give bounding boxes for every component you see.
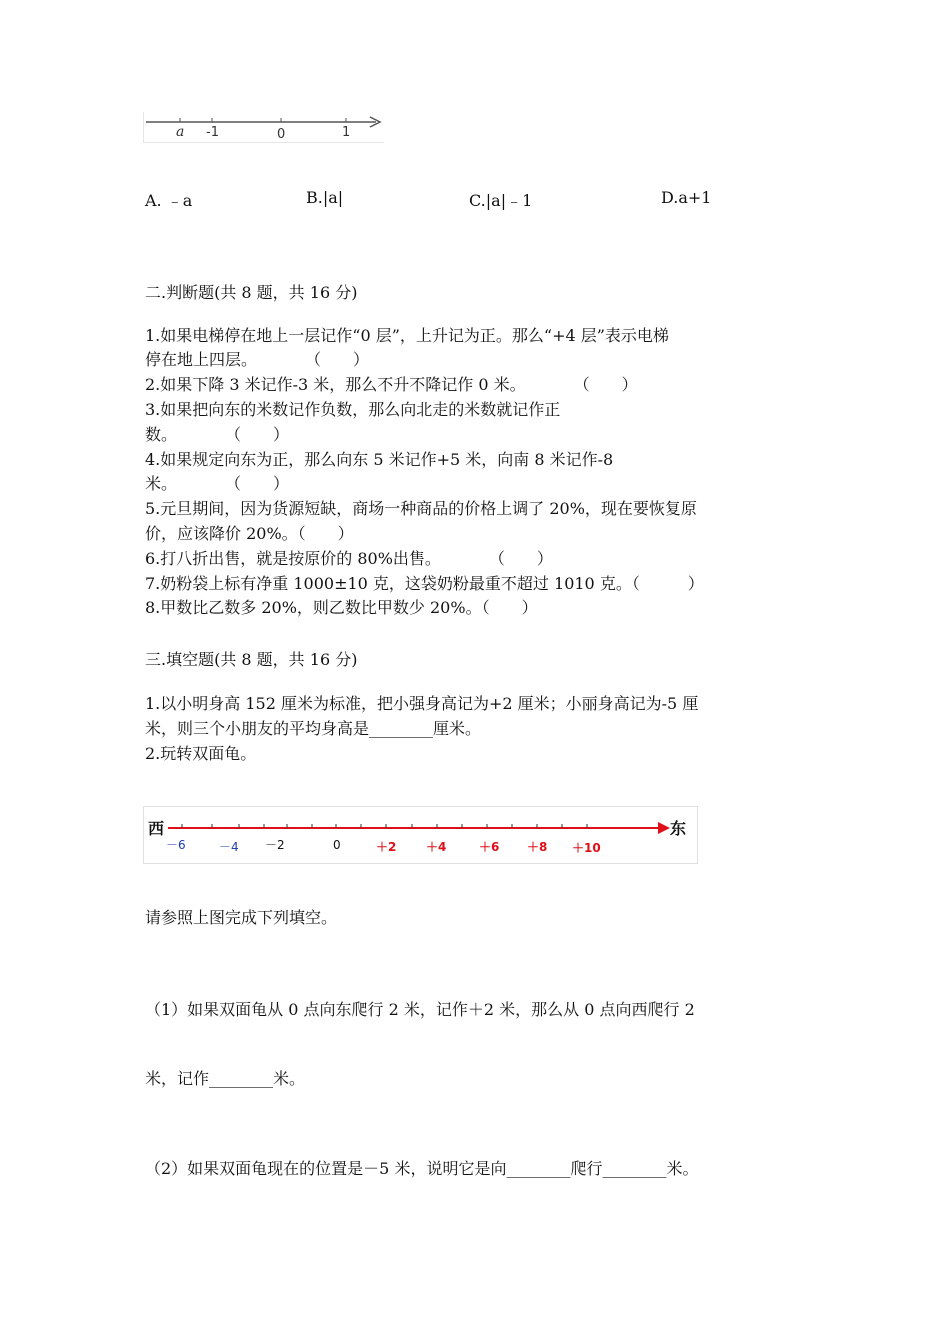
- label-a: a: [176, 124, 185, 140]
- label-pos-8: ＋8: [527, 840, 548, 854]
- west-label: 西: [148, 819, 165, 838]
- label-pos-10: ＋10: [572, 841, 601, 855]
- option-a: A. ﹣a: [145, 191, 193, 210]
- judge-line: 停在地上四层。 （ ）: [145, 350, 370, 369]
- judge-line: 2.如果下降 3 米记作-3 米，那么不升不降记作 0 米。 （ ）: [145, 375, 638, 394]
- question-1-line-1: （1）如果双面龟从 0 点向东爬行 2 米，记作＋2 米，那么从 0 点向西爬行 2: [145, 1000, 695, 1019]
- label-pos-4: ＋4: [426, 840, 447, 854]
- judge-line: 6.打八折出售，就是按原价的 80%出售。 （ ）: [145, 549, 553, 568]
- question-2: （2）如果双面龟现在的位置是－5 米，说明它是向________爬行________米。: [145, 1159, 699, 1178]
- judge-line: 数。 （ ）: [145, 425, 290, 444]
- option-c: C.|a|﹣1: [469, 191, 533, 210]
- number-line-2-svg: [144, 807, 697, 863]
- judge-line: 3.如果把向东的米数记作负数，那么向北走的米数就记作正: [145, 400, 561, 419]
- label-neg-4: －4: [219, 840, 239, 854]
- section-3-title: 三.填空题(共 8 题，共 16 分): [145, 650, 358, 669]
- east-label: 东: [670, 819, 687, 838]
- option-d: D.a+1: [661, 188, 712, 207]
- label-zero: 0: [333, 838, 341, 852]
- arrow-head: [658, 822, 670, 834]
- question-1-line-2: 米，记作________米。: [145, 1069, 306, 1088]
- instruction-text: 请参照上图完成下列填空。: [145, 908, 338, 927]
- fill-line: 1.以小明身高 152 厘米为标准，把小强身高记为+2 厘米；小丽身高记为-5 厘: [145, 694, 699, 713]
- number-line-figure-2: [143, 806, 698, 864]
- judge-line: 1.如果电梯停在地上一层记作“0 层”，上升记为正。那么“+4 层”表示电梯: [145, 326, 669, 345]
- number-line-figure-1: [143, 112, 384, 143]
- judge-line: 米。 （ ）: [145, 474, 290, 493]
- judge-line: 4.如果规定向东为正，那么向东 5 米记作+5 米，向南 8 米记作-8: [145, 450, 614, 469]
- judge-line: 5.元旦期间，因为货源短缺，商场一种商品的价格上调了 20%，现在要恢复原: [145, 499, 697, 518]
- judge-line: 8.甲数比乙数多 20%，则乙数比甲数少 20%。（ ）: [145, 598, 538, 617]
- section-2-title: 二.判断题(共 8 题，共 16 分): [145, 283, 358, 302]
- label-pos-6: ＋6: [479, 840, 500, 854]
- label-neg-6: －6: [166, 838, 186, 852]
- label-pos-2: ＋2: [376, 840, 397, 854]
- judge-line: 价，应该降价 20%。（ ）: [145, 524, 354, 543]
- option-b: B.|a|: [306, 188, 344, 207]
- label-0: 0: [277, 127, 286, 142]
- label-minus-1: -1: [206, 125, 219, 140]
- fill-line: 米，则三个小朋友的平均身高是________厘米。: [145, 719, 482, 738]
- label-neg-2: －2: [265, 838, 285, 852]
- fill-line: 2.玩转双面龟。: [145, 744, 257, 763]
- label-1: 1: [342, 125, 351, 140]
- number-line-1-svg: [144, 112, 384, 142]
- judge-line: 7.奶粉袋上标有净重 1000±10 克，这袋奶粉最重不超过 1010 克。（ ）: [145, 574, 704, 593]
